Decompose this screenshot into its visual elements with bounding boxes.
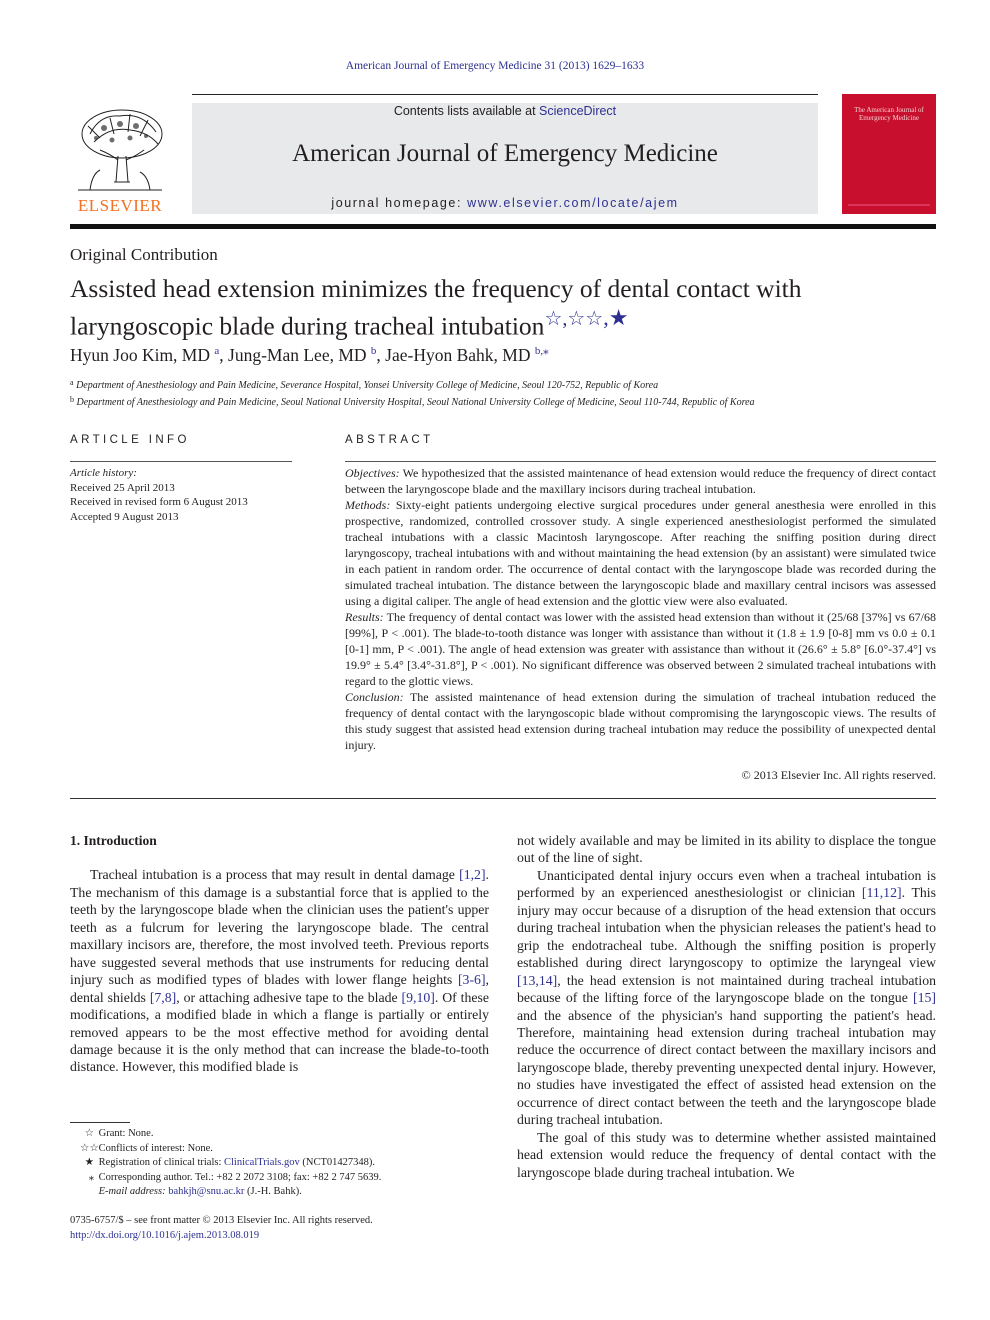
paragraph-text: Unanticipated dental injury occurs even when a tracheal intubation is performed by an experienced anesthesiologist or clinician [517,867,936,901]
footnote-rule [70,1122,130,1123]
author-affiliation-mark[interactable]: a [214,345,220,357]
email-label: E-mail address: [98,1186,169,1197]
footnote-grant [80,1127,381,1142]
footnote-corresponding [80,1171,381,1186]
reference-link[interactable]: [3-6] [457,972,486,988]
footnote-text: Grant: None. [98,1128,154,1139]
footnote-symbol: ⁎ [88,1171,94,1183]
paragraph-text: . Of these modifications, a modified blade in which a flange is partially or entirely removed appears to be the most effective method for avoiding dental damage because it is the only method that can increase the blade-to-tooth distance. However, this modified blade is [70,989,489,1075]
sciencedirect-link[interactable]: ScienceDirect [539,104,617,118]
abstract-objectives [345,465,936,497]
footnote-registration [80,1156,381,1171]
footnote-symbol: ☆☆ [80,1142,99,1154]
paragraph-text: , or attaching adhesive tape to the blade [176,989,402,1005]
footnote-text: Conflicts of interest: None. [98,1142,213,1154]
cover-title: The American Journal of Emergency Medicine [854,106,924,122]
author-name: Jae-Hyon Bahk, MD [385,345,531,365]
reference-link[interactable]: [1,2] [459,867,486,883]
body-column-left [70,832,489,1076]
intro-paragraph-1 [70,866,489,1075]
affiliation-text: Department of Anesthesiology and Pain Medicine, Seoul National University Hospital, Seoul National University College of Medicine, Seoul 110-744, Republic of Korea [76,397,755,408]
title-line-2: laryngoscopic blade during tracheal intubation [70,311,545,341]
contents-line [192,104,818,118]
footnote-symbol: ★ [84,1157,94,1168]
conclusion-label: Conclusion: [345,690,404,704]
header-bottom-rule [70,224,936,229]
conclusion-text: The assisted maintenance of head extension during the simulation of tracheal intubation reduced the frequency of dental contact with the laryngoscopic blade without compromising the laryngoscopic views. The results of this study suggest that assisted head extension during tracheal intubation may reduce the possibility of unexpected dental injury. [345,690,936,752]
abstract-methods [345,497,936,609]
affiliation-a [70,376,755,393]
abstract-conclusion [345,689,936,753]
abstract-rule [345,461,936,462]
footnotes [80,1127,381,1200]
paragraph-text: . This injury may occur because of a disruption of the head extension that occurs during tracheal intubation when the physician releases the patient's head to grip the endotracheal tube. Although the sniffing position is properly established during direct laryngoscopy to optimize the laryngeal view [517,885,936,971]
article-info-heading: ARTICLE INFO [70,434,190,446]
reference-link[interactable]: [7,8] [149,989,177,1005]
results-text: The frequency of dental contact was lower with the assisted head extension than without it (25/68 [37%] vs 67/68 [99%], P < .001). The blade-to-tooth distance was longer with assistance than without it (1.8 ± 1.9 [0-8] mm vs 0.0 ± 0.1 [0-1] mm, P < .001). The angle of head extension was greater with assistance than without it (26.6° ± 5.8° [6.0°-37.4°] vs 19.9° ± 5.4° [3.4°-31.8°], P < .001). No significant difference was observed between 2 simulated tracheal intubations with regard to the glottic views. [345,610,936,688]
abstract-body [345,465,936,753]
paragraph-text: Tracheal intubation is a process that may result in dental damage [90,867,460,883]
issn-line: 0735-6757/$ – see front matter © 2013 Elsevier Inc. All rights reserved. [70,1215,373,1226]
email-link[interactable]: bahkjh@snu.ac.kr [168,1186,245,1197]
title-line-1: Assisted head extension minimizes the frequency of dental contact with [70,274,802,303]
footnote-symbol: ☆ [84,1128,94,1139]
reference-link[interactable]: [13,14] [517,972,558,988]
footnote-text: Registration of clinical trials: [98,1157,225,1168]
journal-citation[interactable]: American Journal of Emergency Medicine 31 (2013) 1629–1633 [345,60,645,72]
affiliation-b [70,393,755,410]
grant-footnote-mark[interactable]: ☆ [544,308,563,330]
footnote-text: (NCT01427348). [299,1157,376,1168]
reference-link[interactable]: [9,10] [401,989,435,1005]
methods-label: Methods: [345,498,391,512]
revised-date: Received in revised form 6 August 2013 [70,496,248,508]
doi-link[interactable]: http://dx.doi.org/10.1016/j.ajem.2013.08.019 [70,1229,260,1241]
author-name: Hyun Joo Kim, MD [70,345,211,365]
paragraph-text: , the head extension is not maintained during tracheal intubation because of the lifting force of the laryngoscope blade on the tongue [517,972,936,1006]
homepage-link[interactable]: www.elsevier.com/locate/ajem [467,196,679,210]
front-matter-rule [70,798,936,799]
introduction-heading: 1. Introduction [70,833,157,848]
footnote-conflicts [80,1142,381,1157]
affiliation-key: b [70,395,74,404]
affiliation-text: Department of Anesthesiology and Pain Medicine, Severance Hospital, Yonsei University College of Medicine, Seoul 120-752, Republic of Korea [76,380,659,391]
author-affiliation-mark[interactable]: b,⁎ [534,345,549,357]
header-top-rule [192,94,818,95]
author-list: Hyun Joo Kim, MD $^a$, Jung-Man Lee, MD $^b$, Jae-Hyon Bahk, MD $^{b,⁎}$ [70,345,549,365]
results-label: Results: [345,610,384,624]
homepage-prefix: journal homepage: [331,196,468,210]
article-info-rule [70,461,292,462]
intro-paragraph-2 [517,867,936,1129]
registration-footnote-mark[interactable]: ,★ [603,305,629,330]
article-history [70,466,248,524]
journal-title: American Journal of Emergency Medicine [292,140,718,167]
conflicts-footnote-mark[interactable]: ,☆☆ [562,308,604,330]
footnote-email [80,1185,381,1200]
footnote-text: (J.-H. Bahk). [244,1186,302,1197]
cover-footer-mark [848,204,930,206]
objectives-label: Objectives: [345,466,400,480]
contents-prefix: Contents lists available at [393,104,540,118]
footnote-text: Corresponding author. Tel.: +82 2 2072 3108; fax: +82 2 747 5639. [98,1171,382,1183]
elsevier-wordmark[interactable]: ELSEVIER [77,196,163,215]
history-label: Article history: [70,467,137,479]
affiliations [70,376,755,410]
accepted-date: Accepted 9 August 2013 [70,510,179,523]
abstract-heading: ABSTRACT [345,434,434,446]
clinicaltrials-link[interactable]: ClinicalTrials.gov [224,1157,300,1168]
paragraph-text: . The mechanism of this damage is a substantial force that is applied to the teeth by the laryngoscope blade when the clinician uses the patient's upper teeth as a fulcrum for levering the laryngoscope blade. The central maxillary incisors are, therefore, the most involved teeth. Previous reports have suggested several methods that use instruments for reducing dental injury such as modified types of blades with lower flange heights [70,867,489,988]
section-type: Original Contribution [70,245,218,264]
body-column-right [517,832,936,1181]
author-affiliation-mark[interactable]: b [370,345,377,357]
abstract-copyright: © 2013 Elsevier Inc. All rights reserved. [741,768,936,782]
issn-block [70,1214,373,1243]
article-title [70,274,900,341]
affiliation-key: a [70,378,74,387]
paragraph-text: , dental shields [70,972,489,1005]
objectives-text: We hypothesized that the assisted maintenance of head extension would reduce the frequency of direct contact between the laryngoscope blade and the maxillary incisors during tracheal intubation. [345,466,936,496]
intro-paragraph-3: The goal of this study was to determine whether assisted maintained head extension would reduce the frequency of dental contact with the laryngoscope blade during tracheal intubation. We [517,1129,936,1180]
methods-text: Sixty-eight patients undergoing elective surgical procedures under general anesthesia were enrolled in this prospective, randomized, controlled crossover study. A single experienced anesthesiologist performed the simulated tracheal intubations with a classic Macintosh laryngoscope. After reaching the sniffing position during direct laryngoscopy, tracheal intubations with and without maintaining the head extension (by an assistant) were simulated twice in each patient in random order. The occurrence of dental contact with the laryngoscope blade was recorded during the simulated tracheal intubation. The distance between the laryngoscopic blade and maxillary central incisors was assessed using a digital caliper. The angle of head extension and the glottic view were also evaluated. [345,498,936,608]
abstract-results [345,609,936,689]
reference-link[interactable]: [15] [913,990,936,1006]
intro-paragraph-1-continued: not widely available and may be limited in its ability to displace the tongue out of the line of sight. [517,833,936,866]
journal-homepage [192,196,818,210]
received-date: Received 25 April 2013 [70,481,175,494]
author-name: Jung-Man Lee, MD [228,345,367,365]
reference-link[interactable]: [11,12] [861,885,902,901]
paragraph-text: and the absence of the physician's hand supporting the patient's head. Therefore, maintaining head extension during tracheal intubation may reduce the occurrence of direct contact between the maxillary incisors and laryngoscope blade, thereby preventing unexpected dental injury. However, no studies have investigated the effect of assisted head extension on the occurrence of direct contact between the teeth and the laryngoscope blade during tracheal intubation. [517,1007,936,1128]
